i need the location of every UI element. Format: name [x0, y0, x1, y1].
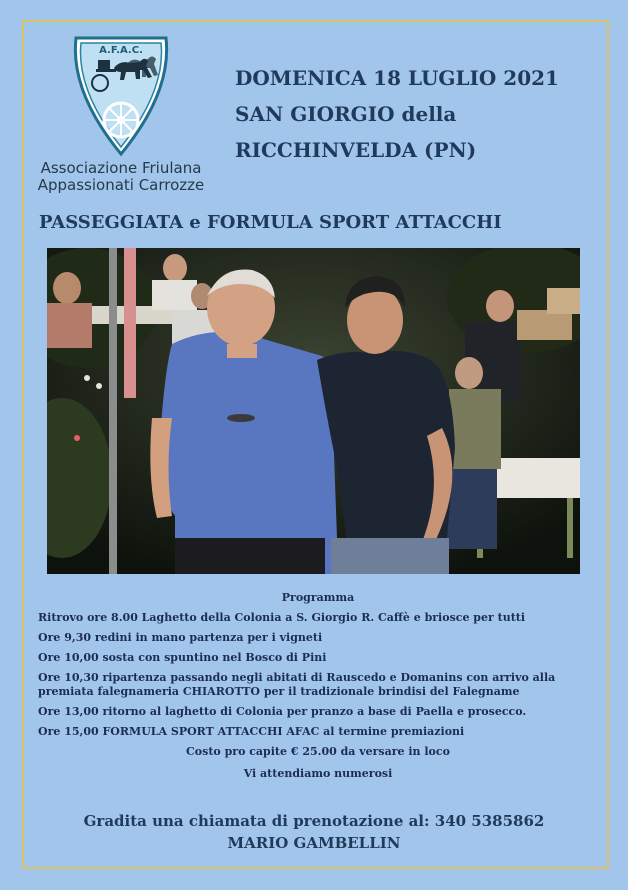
program-item: Ritrovo ore 8.00 Laghetto della Colonia a S. Giorgio R. Caffè e briosce per tutti: [38, 611, 526, 624]
afac-logo: [26, 32, 216, 200]
program-cost: Costo pro capite € 25.00 da versare in loco: [186, 745, 450, 758]
carriage-shield-icon: [68, 32, 174, 158]
logo-badge-text: A.F.A.C.: [99, 45, 143, 56]
program-item: Ore 15,00 FORMULA SPORT ATTACCHI AFAC al termine premiazioni: [38, 725, 465, 738]
contact-name: MARIO GAMBELLIN: [227, 834, 401, 852]
program-title: Programma: [281, 591, 355, 604]
event-subtitle: PASSEGGIATA e FORMULA SPORT ATTACCHI: [39, 212, 502, 233]
event-date: DOMENICA 18 LUGLIO 2021: [235, 66, 559, 90]
event-place-1: SAN GIORGIO della: [235, 102, 457, 126]
program-item: Ore 9,30 redini in mano partenza per i vigneti: [38, 631, 323, 644]
program-item: Ore 10,30 ripartenza passando negli abitati di Rauscedo e Domanins con arrivo alla premiata falegnameria CHIAROTTO per il tradizionale brindisi del Falegname: [38, 671, 556, 698]
contact-phone-line: Gradita una chiamata di prenotazione al: 340 5385862: [83, 812, 545, 830]
program-section: [38, 591, 598, 789]
program-item: Ore 13,00 ritorno al laghetto di Colonia per pranzo a base di Paella e prosecco.: [38, 705, 527, 718]
program-welcome: Vi attendiamo numerosi: [243, 767, 393, 780]
photo-two-men-icon: [47, 248, 580, 574]
contact-info: [0, 810, 628, 854]
logo-line-2: Appassionati Carrozze: [37, 176, 205, 194]
program-item: Ore 10,00 sosta con spuntino nel Bosco di Pini: [38, 651, 327, 664]
event-place-2: RICCHINVELDA (PN): [235, 138, 477, 162]
event-heading: [235, 60, 605, 168]
event-photo: [47, 248, 580, 574]
logo-line-1: Associazione Friulana: [40, 159, 202, 177]
